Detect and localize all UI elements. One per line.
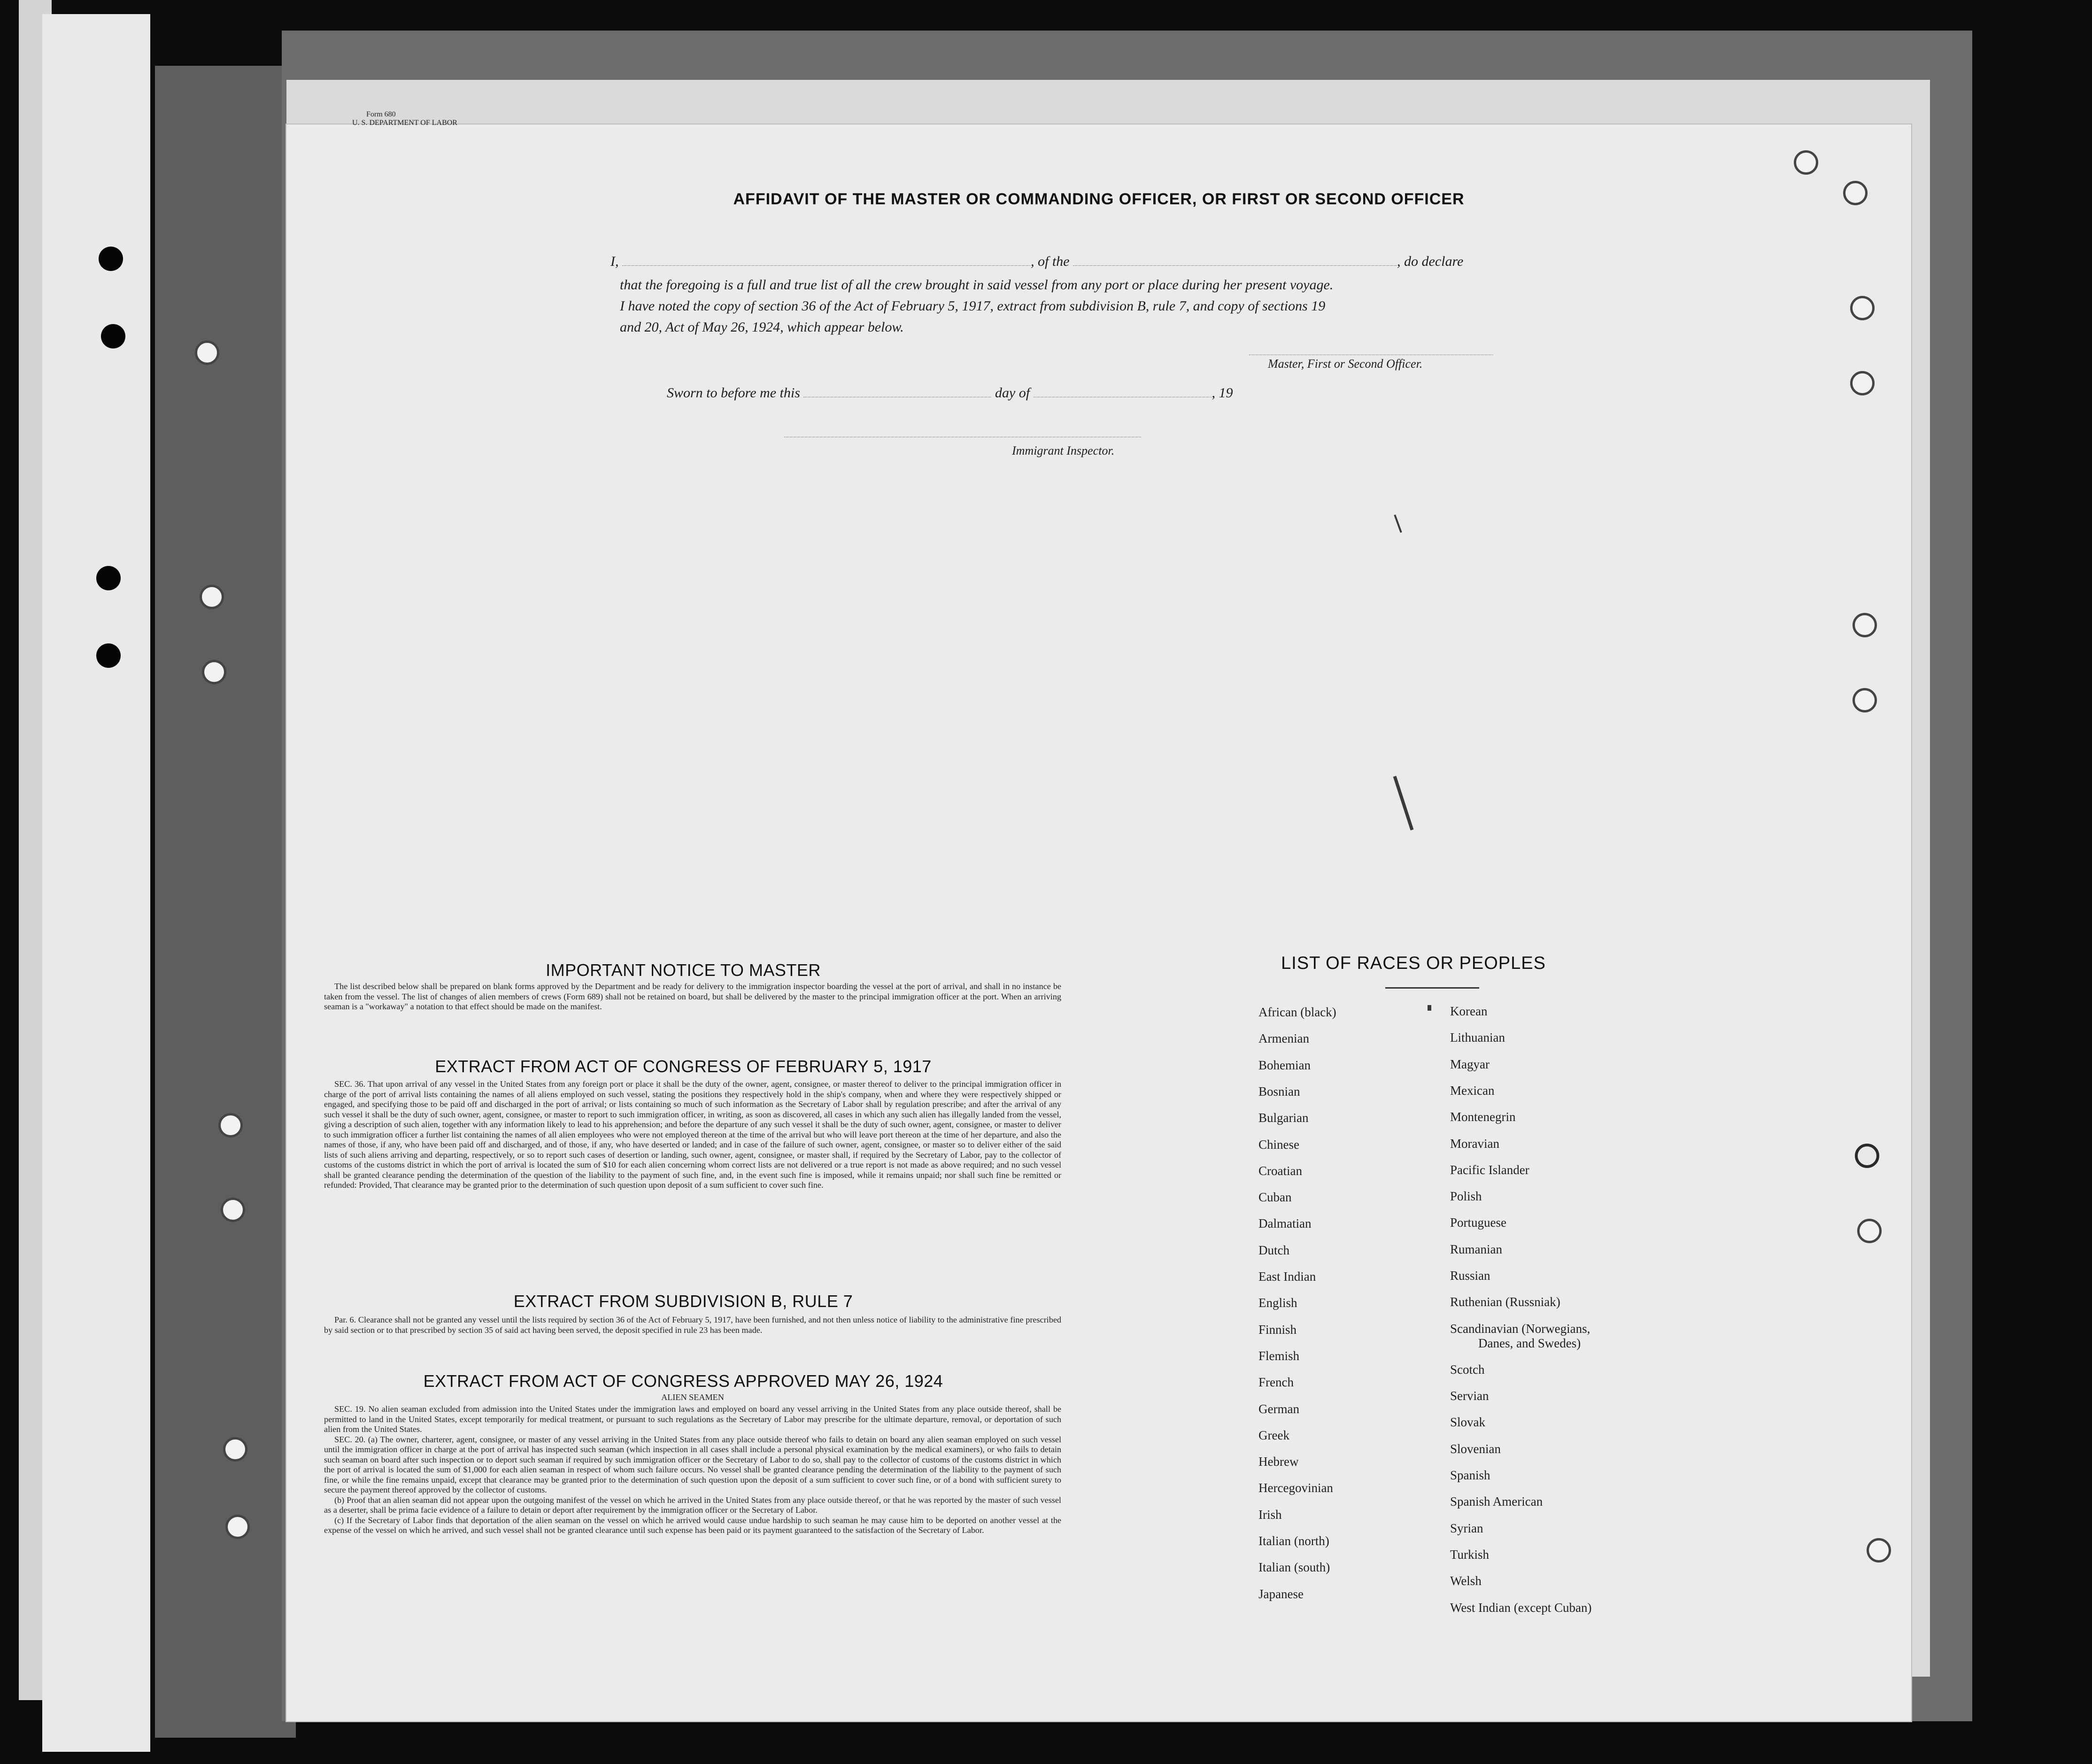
- affidavit-of-the: , of the: [1031, 254, 1070, 269]
- race-item: Spanish American: [1450, 1494, 1543, 1509]
- race-item: Irish: [1258, 1507, 1282, 1522]
- sworn-year: , 19: [1212, 385, 1233, 401]
- form-number: Form 680: [366, 110, 396, 118]
- race-item: Croatian: [1258, 1163, 1302, 1178]
- binder-hole: [1843, 181, 1868, 205]
- notice-paragraph: The list described below shall be prepared on blank forms approved by the Department and be ready for delivery to the immigration inspector boarding the vessel at the port of arrival, and shall in no instance be taken from the vessel. The list of changes of alien members of crews (Form 689) shall not be retained on board, but shall be delivered by the master to the principal immigration officer at the port. When an arriving seaman is a "workaway" a notation to that effect should be made on the manifest.: [324, 982, 1061, 1011]
- race-item: Ruthenian (Russniak): [1450, 1295, 1560, 1309]
- race-item: Welsh: [1450, 1574, 1482, 1588]
- race-item: Slovak: [1450, 1415, 1486, 1430]
- sec-36-paragraph: SEC. 36. That upon arrival of any vessel in the United States from any foreign port or place it shall be the duty of the owner, agent, consignee, or master thereof to deliver to the principal immigration officer in charge of the port of arrival lists containing the names of all aliens employed on such vessel, stating the positions they respectively hold in the ship's company, when and where they were respectively shipped or engaged, and specifying those to be paid off and discharged in the port of arrival; or lists containing so much of such information as the Secretary of Labor shall by regulation prescribe; and after the arrival of any such vessel it shall be the duty of such owner, agent, consignee, or master to report to such immigration officer, in writing, as soon as discovered, all cases in which any such alien has illegally landed from the vessel, giving a description of such alien, together with any information likely to lead to his apprehension; and before the departure of any such vessel it shall be the duty of such owner, agent, consignee, or master to deliver to such immigration officer a further list containing the names of all alien employees who were not employed thereon at the time of the arrival but who will leave port thereon at the time of her departure, and also the names of those, if any, who have been paid off and discharged, and of those, if any, who have deserted or landed; and in case of the failure of such owner, agent, consignee, or master so to deliver either of the said lists of such aliens arriving and departing, respectively, or so to report such cases of desertion or landing, such owner, agent, consignee, or master shall, if required by the Secretary of Labor, pay to the collector of customs of the customs district in which the port of arrival is located the sum of $10 for each alien concerning whom correct lists are not delivered or a true report is not made as above required; and no such vessel shall be granted clearance pending the determination of the question of the liability to the payment of such fine, and, in the event such fine is imposed, while it remains unpaid; nor shall such fine be remitted or refunded: Provided, That clearance may be granted prior to the determination of such question upon deposit of a sum sufficient to cover such fine.: [324, 1079, 1061, 1190]
- race-item: Lithuanian: [1450, 1030, 1505, 1045]
- officer-caption: Master, First or Second Officer.: [1268, 357, 1423, 371]
- binder-hole: [1853, 688, 1877, 712]
- race-item: Servian: [1450, 1389, 1489, 1403]
- binder-hole: [96, 566, 121, 590]
- race-item: Russian: [1450, 1269, 1490, 1283]
- race-item: Magyar: [1450, 1057, 1490, 1071]
- binder-hole: [221, 1198, 245, 1222]
- race-item: West Indian (except Cuban): [1450, 1600, 1592, 1615]
- binder-hole: [1794, 150, 1818, 175]
- race-item: Slovenian: [1450, 1441, 1501, 1456]
- race-item: Scotch: [1450, 1362, 1485, 1377]
- rule7-paragraph: Par. 6. Clearance shall not be granted any vessel until the lists required by section 36 of the Act of February 5, 1917, have been furnished, and not then unless notice of liability to the administrative fine prescribed by said section or to that prescribed by section 35 of said act having been served, the deposit specified in rule 23 has been made.: [324, 1315, 1061, 1335]
- race-item: Dutch: [1258, 1243, 1289, 1257]
- extract-1924-title: EXTRACT FROM ACT OF CONGRESS APPROVED MAY 26, 1924: [423, 1371, 943, 1391]
- sworn-text: Sworn to before me this: [667, 385, 800, 401]
- binder-hole: [1850, 371, 1875, 395]
- binder-hole: [223, 1437, 247, 1462]
- race-item: Dalmatian: [1258, 1216, 1312, 1231]
- binder-hole: [99, 247, 123, 271]
- race-item: Japanese: [1258, 1586, 1304, 1601]
- race-item: Chinese: [1258, 1137, 1299, 1152]
- rule7-text: [324, 1315, 1061, 1335]
- affidavit-line-4: and 20, Act of May 26, 1924, which appear below.: [620, 319, 904, 335]
- sworn-line: [667, 385, 1324, 401]
- extract-1917-text: [324, 1079, 1061, 1191]
- races-title: LIST OF RACES OR PEOPLES: [1281, 953, 1546, 973]
- affidavit-declare: , do declare: [1397, 254, 1464, 269]
- race-item: Bulgarian: [1258, 1111, 1309, 1125]
- race-item: Armenian: [1258, 1031, 1309, 1046]
- binder-hole: [225, 1515, 250, 1539]
- race-item: Hebrew: [1258, 1455, 1299, 1469]
- race-item: French: [1258, 1375, 1294, 1390]
- affidavit-line-3: I have noted the copy of section 36 of the Act of February 5, 1917, extract from subdivision B, rule 7, and copy of sections 19: [620, 298, 1326, 314]
- ink-mark: [1428, 1005, 1431, 1011]
- race-item: African (black): [1258, 1005, 1336, 1019]
- binder-hole: [1853, 613, 1877, 637]
- binder-hole: [1857, 1219, 1882, 1243]
- affidavit-declaration-line: [610, 254, 1507, 270]
- department-label: U. S. DEPARTMENT OF LABOR: [352, 119, 457, 127]
- binder-hole: [218, 1113, 243, 1137]
- sec-19-paragraph: SEC. 19. No alien seaman excluded from admission into the United States under the immigration laws and employed on board any vessel arriving in the United States from any place outside thereof, shall be permitted to land in the United States, except temporarily for medical treatment, or pursuant to such regulations as the Secretary of Labor may prescribe for the ultimate departure, removal, or deportation of such alien from the United States.: [324, 1404, 1061, 1434]
- race-item: Italian (south): [1258, 1560, 1330, 1575]
- race-item: English: [1258, 1296, 1297, 1310]
- binder-hole: [1867, 1538, 1891, 1563]
- notice-title: IMPORTANT NOTICE TO MASTER: [546, 960, 821, 980]
- race-item: Scandinavian (Norwegians,: [1450, 1321, 1590, 1336]
- race-item: German: [1258, 1401, 1299, 1416]
- race-item: Cuban: [1258, 1190, 1292, 1205]
- inspector-caption: Immigrant Inspector.: [1012, 444, 1115, 457]
- left-page-strip: [42, 14, 150, 1752]
- race-item: Flemish: [1258, 1348, 1300, 1363]
- race-item: Danes, and Swedes): [1478, 1336, 1581, 1350]
- binder-hole: [96, 643, 121, 668]
- race-item: Portuguese: [1450, 1215, 1506, 1230]
- binder-hole: [202, 660, 226, 684]
- race-item: Spanish: [1450, 1468, 1490, 1483]
- race-item: Montenegrin: [1450, 1110, 1516, 1124]
- race-item: Rumanian: [1450, 1242, 1502, 1256]
- race-item: Moravian: [1450, 1136, 1499, 1151]
- extract-1917-title: EXTRACT FROM ACT OF CONGRESS OF FEBRUARY 5, 1917: [435, 1057, 932, 1076]
- alien-seamen-subtitle: ALIEN SEAMEN: [661, 1393, 724, 1402]
- race-item: Turkish: [1450, 1547, 1490, 1562]
- race-item: Korean: [1450, 1004, 1488, 1018]
- binder-hole: [200, 585, 224, 609]
- binder-hole: [101, 324, 125, 348]
- extract-1924-text: [324, 1404, 1061, 1536]
- race-item: East Indian: [1258, 1269, 1316, 1284]
- sworn-day-of: day of: [995, 385, 1030, 401]
- vessel-blank[interactable]: [1073, 265, 1397, 266]
- race-item: Bohemian: [1258, 1058, 1311, 1072]
- race-item: Pacific Islander: [1450, 1162, 1529, 1177]
- binder-cover: [155, 66, 296, 1738]
- race-item: Finnish: [1258, 1322, 1297, 1337]
- race-item: Syrian: [1450, 1521, 1483, 1535]
- sec-20c-paragraph: (c) If the Secretary of Labor finds that deportation of the alien seaman on the vessel on which he arrived would cause undue hardship to such seaman he may cause him to be deported on another vessel at the expense of the vessel on which he arrived, and such vessel shall not be granted clearance until such expense has been paid or its payment guaranteed to the satisfaction of the Secretary of Labor.: [324, 1515, 1061, 1535]
- race-item: Polish: [1450, 1189, 1482, 1204]
- sec-20b-paragraph: (b) Proof that an alien seaman did not appear upon the outgoing manifest of the vessel on which he arrived in the United States from any place outside thereof, or that he was reported by the master of such vessel as a deserter, shall be prima facie evidence of a failure to detain or deport after requirement by the immigration officer or the Secretary of Labor.: [324, 1495, 1061, 1515]
- affidavit-line-2: that the foregoing is a full and true list of all the crew brought in said vessel from any port or place during her present voyage.: [620, 277, 1334, 293]
- binder-hole: [1850, 296, 1875, 320]
- affidavit-title: AFFIDAVIT OF THE MASTER OR COMMANDING OFFICER, OR FIRST OR SECOND OFFICER: [733, 190, 1465, 208]
- race-item: Bosnian: [1258, 1084, 1300, 1099]
- name-blank[interactable]: [622, 265, 1031, 266]
- notice-text: [324, 982, 1061, 1012]
- binder-hole: [1855, 1144, 1879, 1168]
- race-item: Mexican: [1450, 1083, 1495, 1098]
- affidavit-i: I,: [610, 254, 619, 269]
- races-title-rule: [1385, 987, 1479, 989]
- binder-hole: [195, 340, 219, 365]
- sec-20a-paragraph: SEC. 20. (a) The owner, charterer, agent, consignee, or master of any vessel arriving in the United States from any place outside thereof who fails to detain on board any alien seaman employed on such vessel until the immigration officer in charge at the port of arrival has inspected such seaman (which inspection in all cases shall include a personal physical examination by the medical examiners), or who fails to detain such seaman on board after such inspection or to deport such seaman if required by such immigration officer or the Secretary of Labor to do so, shall pay to the collector of customs of the customs district in which the port of arrival is located the sum of $1,000 for each alien seaman in respect of whom such failure occurs. No vessel shall be granted clearance pending the determination of the liability to the payment of such fine, or while the fine remains unpaid, except that clearance may be granted prior to the determination of such question upon the deposit of a sum sufficient to cover such fine, or of a bond with sufficient surety to secure the payment thereof approved by the collector of customs.: [324, 1434, 1061, 1494]
- race-item: Hercegovinian: [1258, 1481, 1333, 1495]
- race-item: Italian (north): [1258, 1534, 1329, 1548]
- document-page: [286, 110, 1911, 1721]
- race-item: Greek: [1258, 1428, 1289, 1442]
- rule7-title: EXTRACT FROM SUBDIVISION B, RULE 7: [513, 1292, 853, 1311]
